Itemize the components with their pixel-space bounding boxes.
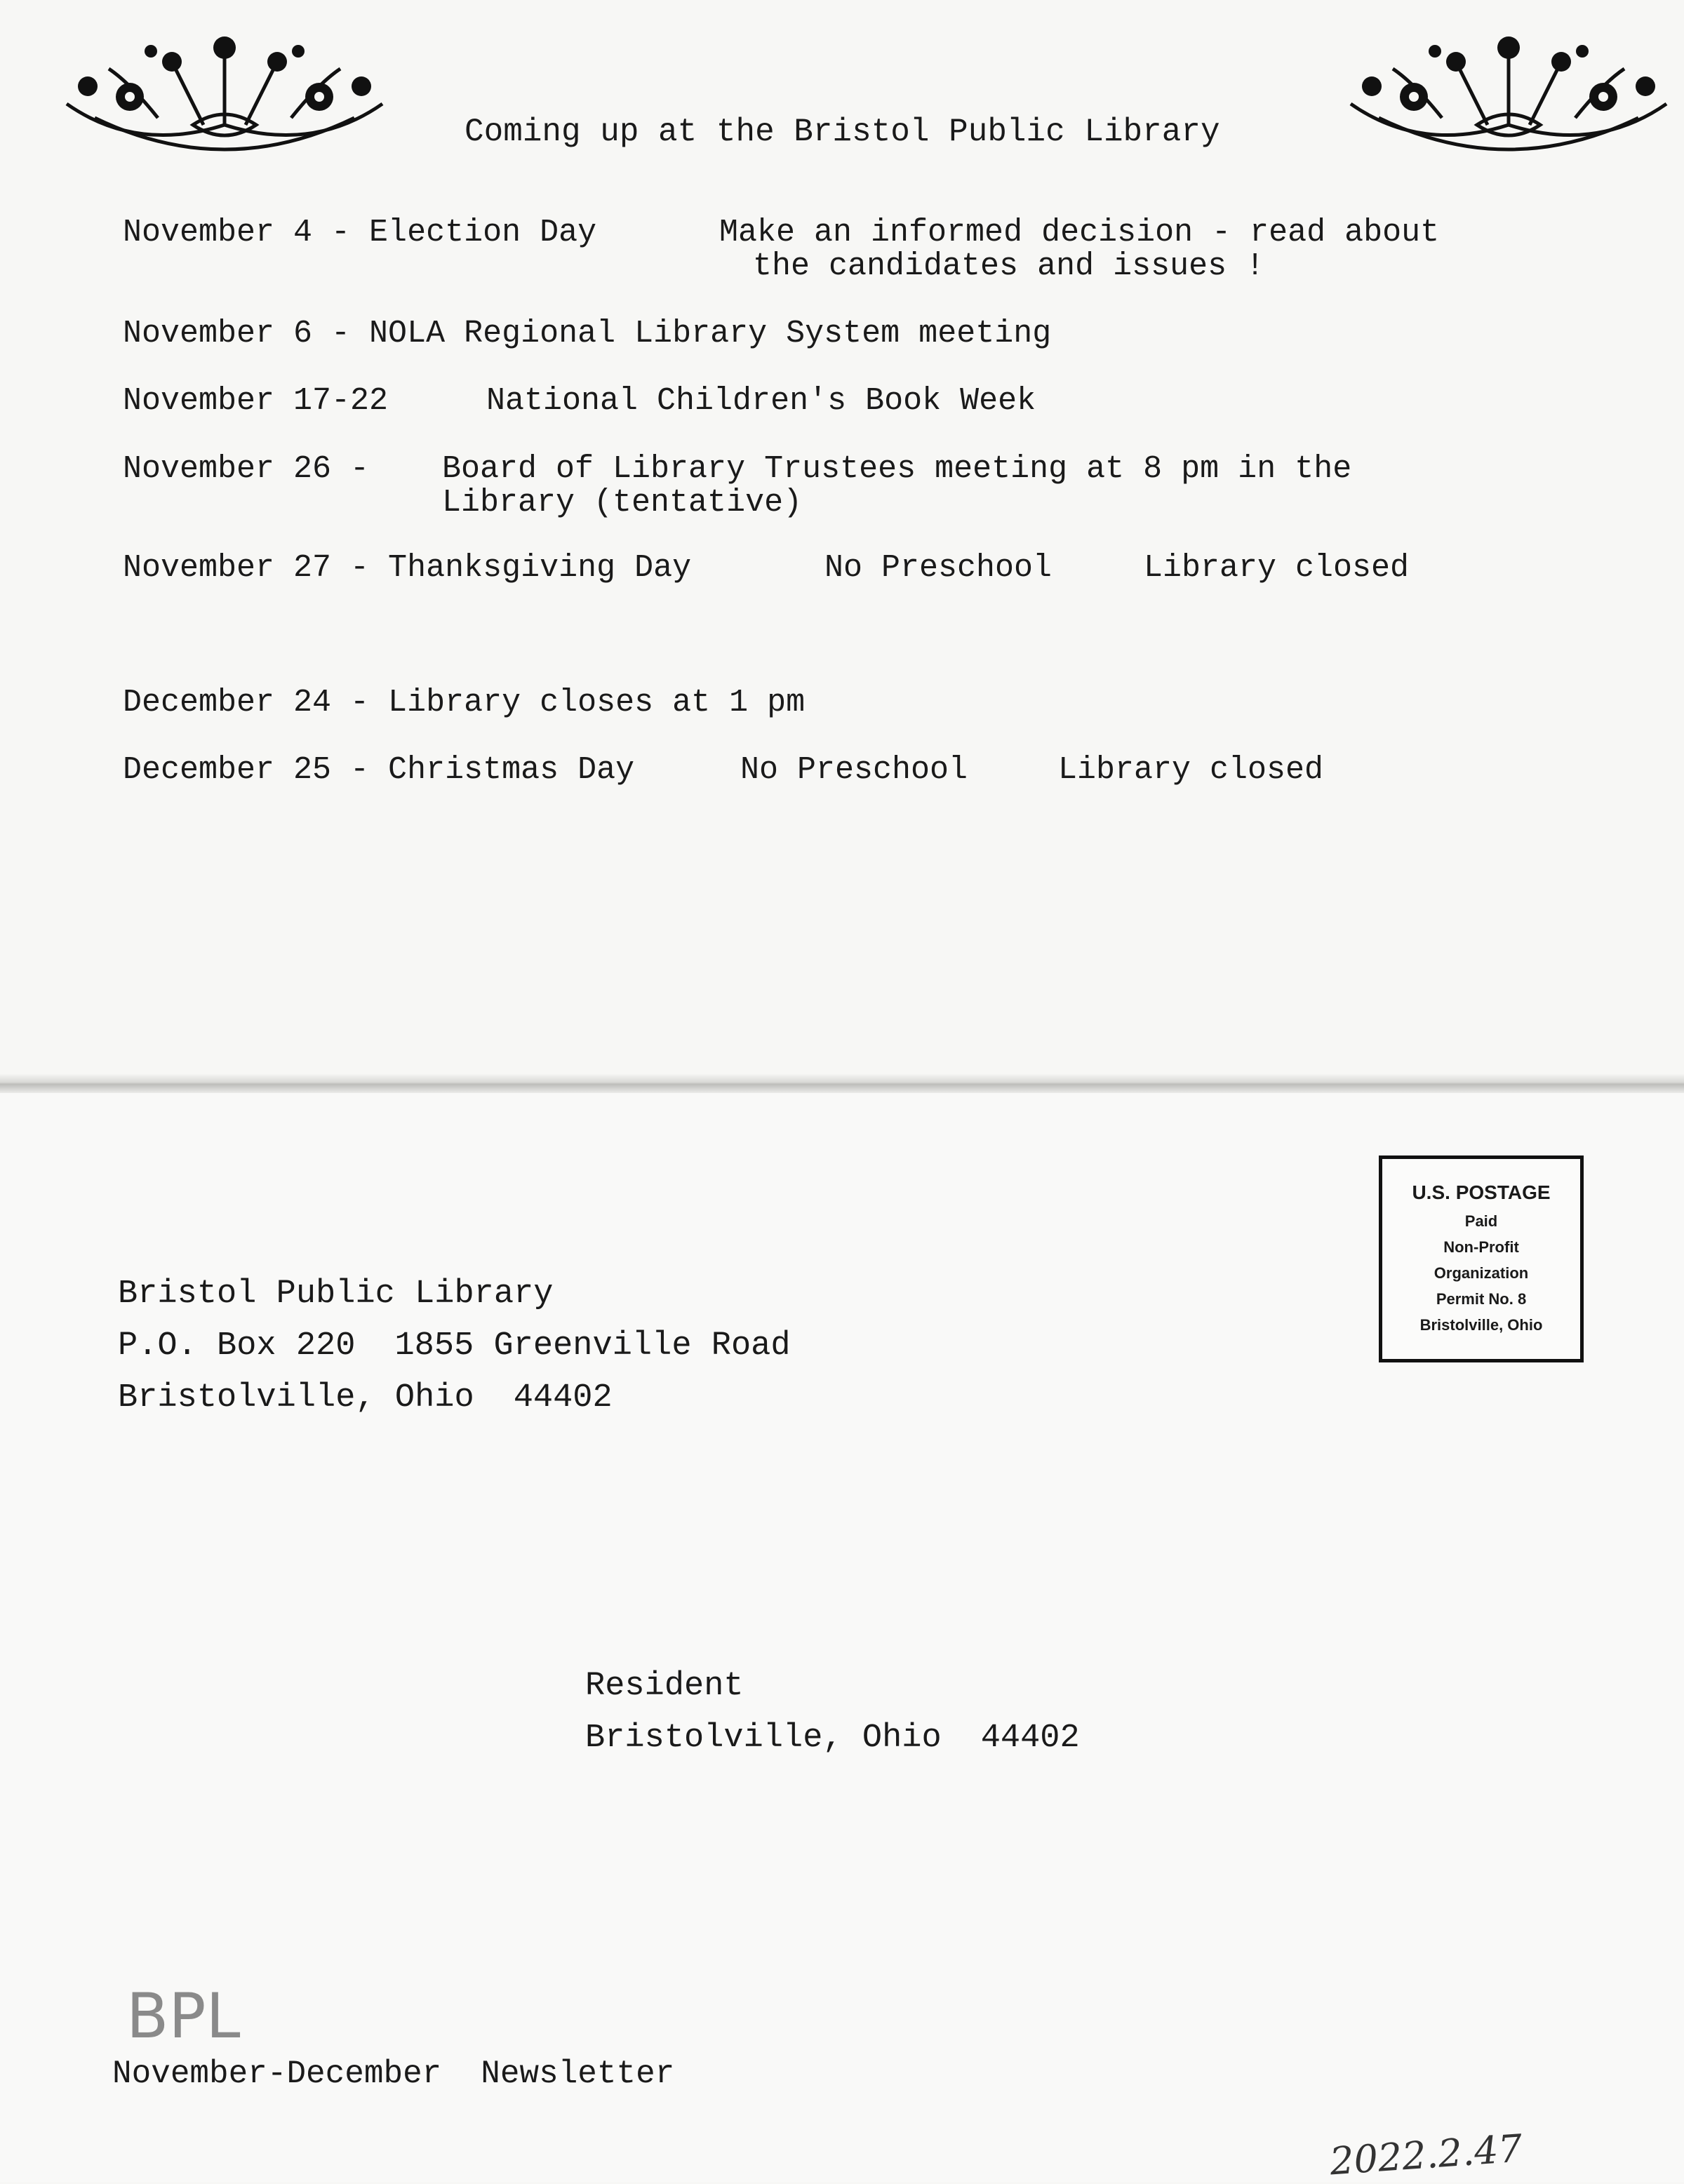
event-date: November 26 - (123, 451, 370, 487)
event-status: Library closed (1144, 550, 1410, 586)
event-note: No Preschool (740, 752, 968, 788)
postage-line: Organization (1434, 1264, 1529, 1282)
event-date: November 6 - NOLA Regional Library System meeting (123, 316, 1052, 351)
event-description: Make an informed decision - read about (719, 215, 1440, 250)
newsletter-issue: November-December (112, 2056, 442, 2092)
event-date: November 27 - Thanksgiving Day (123, 550, 692, 586)
sender-zip: 44402 (513, 1379, 613, 1416)
event-book-week (123, 384, 1245, 420)
newsletter-label (112, 2056, 674, 2092)
postage-line: Paid (1464, 1212, 1498, 1230)
event-nola (123, 317, 1051, 351)
event-board-meeting (123, 453, 1561, 523)
recipient-city: Bristolville, Ohio (585, 1720, 942, 1757)
sender-street: 1855 Greenville Road (394, 1327, 791, 1365)
bpl-logo: BPL (126, 1980, 241, 2052)
event-date: December 24 - Library closes at 1 pm (123, 685, 806, 721)
newsletter-word: Newsletter (481, 2056, 675, 2092)
event-description: National Children's Book Week (486, 383, 1036, 419)
event-date: November 17-22 (123, 383, 389, 419)
fold-line (0, 1073, 1684, 1093)
sender-address (118, 1268, 791, 1424)
postage-line: Non-Profit (1443, 1238, 1519, 1256)
postage-line: Permit No. 8 (1436, 1290, 1527, 1308)
postage-indicia (1379, 1155, 1584, 1362)
event-christmas (123, 753, 1561, 789)
event-thanksgiving (123, 551, 1561, 587)
floral-bouquet-icon (53, 20, 396, 160)
page-title: Coming up at the Bristol Public Library (465, 114, 1220, 150)
postage-line: U.S. POSTAGE (1412, 1181, 1551, 1203)
sender-name: Bristol Public Library (118, 1275, 554, 1313)
postage-line: Bristolville, Ohio (1419, 1316, 1543, 1334)
sender-city: Bristolville, Ohio (118, 1379, 474, 1416)
floral-bouquet-icon (1337, 20, 1680, 160)
event-election (123, 216, 1561, 286)
event-date: December 25 - Christmas Day (123, 752, 635, 788)
event-dec-24 (123, 686, 805, 720)
recipient-name: Resident (585, 1668, 744, 1705)
event-description-2: the candidates and issues ! (753, 248, 1265, 284)
recipient-zip: 44402 (980, 1720, 1080, 1757)
event-description-2: Library (tentative) (442, 485, 803, 521)
event-description: Board of Library Trustees meeting at 8 pm in the (442, 451, 1352, 487)
event-note: No Preschool (824, 550, 1052, 586)
recipient-address (585, 1661, 1080, 1764)
sender-box: P.O. Box 220 (118, 1327, 356, 1365)
event-date: November 4 - Election Day (123, 215, 597, 250)
event-status: Library closed (1058, 752, 1324, 788)
handwritten-accession-number: 2022.2.47 (1328, 2126, 1524, 2184)
